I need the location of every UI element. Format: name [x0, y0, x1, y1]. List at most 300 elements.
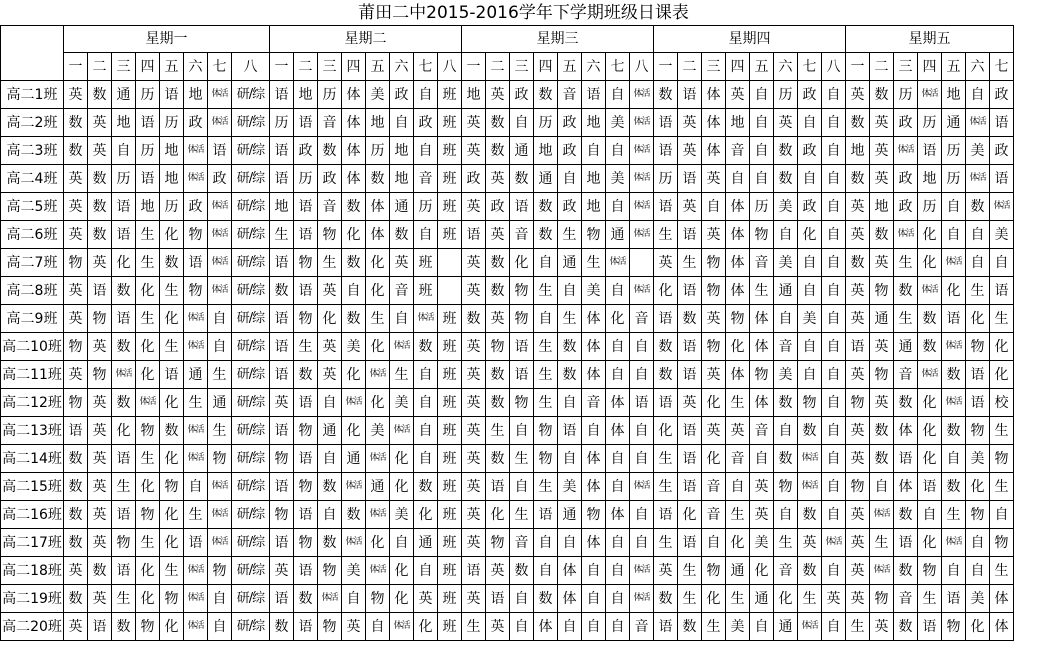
subject-cell: 自 [606, 137, 630, 165]
subject-cell: 语 [918, 613, 942, 641]
subject-cell: 生 [558, 221, 582, 249]
subject-cell: 地 [582, 109, 606, 137]
subject-cell: 英 [870, 109, 894, 137]
subject-cell: 数 [342, 501, 366, 529]
subject-cell: 化 [366, 333, 390, 361]
subject-cell: 化 [136, 473, 160, 501]
subject-cell: 体活 [366, 361, 390, 389]
class-row [1, 389, 1014, 417]
class-name: 高二9班 [1, 305, 64, 333]
subject-cell: 生 [654, 221, 678, 249]
subject-cell: 英 [462, 333, 486, 361]
subject-cell: 英 [678, 109, 702, 137]
subject-cell: 体 [702, 109, 726, 137]
subject-cell: 数 [654, 361, 678, 389]
subject-cell: 音 [630, 613, 654, 641]
subject-cell: 物 [64, 249, 88, 277]
subject-cell: 数 [88, 221, 112, 249]
subject-cell: 音 [774, 333, 798, 361]
subject-cell: 化 [918, 445, 942, 473]
subject-cell: 政 [990, 81, 1014, 109]
class-row [1, 445, 1014, 473]
subject-cell: 自 [822, 277, 846, 305]
subject-cell: 自 [822, 109, 846, 137]
subject-cell: 地 [582, 193, 606, 221]
subject-cell: 自 [966, 529, 990, 557]
subject-cell: 化 [390, 585, 414, 613]
period-header: 五 [750, 53, 774, 81]
subject-cell: 地 [294, 81, 318, 109]
subject-cell: 英 [318, 277, 342, 305]
class-name: 高二8班 [1, 277, 64, 305]
subject-cell: 数 [678, 305, 702, 333]
subject-cell: 自 [510, 417, 534, 445]
subject-cell: 自 [774, 501, 798, 529]
subject-cell: 英 [88, 501, 112, 529]
subject-cell: 物 [160, 585, 184, 613]
subject-cell: 体活 [870, 501, 894, 529]
subject-cell: 生 [990, 557, 1014, 585]
subject-cell: 班 [438, 613, 462, 641]
subject-cell: 音 [510, 221, 534, 249]
subject-cell: 物 [942, 613, 966, 641]
subject-cell: 数 [894, 613, 918, 641]
subject-cell: 物 [486, 529, 510, 557]
class-row [1, 221, 1014, 249]
subject-cell: 体 [582, 473, 606, 501]
subject-cell: 语 [112, 557, 136, 585]
class-row [1, 277, 1014, 305]
subject-cell: 化 [366, 529, 390, 557]
subject-cell: 化 [366, 389, 390, 417]
subject-cell: 历 [654, 165, 678, 193]
subject-cell: 体活 [798, 445, 822, 473]
subject-cell: 语 [112, 193, 136, 221]
subject-cell: 生 [294, 333, 318, 361]
class-row [1, 557, 1014, 585]
subject-cell: 英 [64, 277, 88, 305]
subject-cell: 体 [606, 389, 630, 417]
subject-cell: 生 [654, 529, 678, 557]
subject-cell: 自 [822, 417, 846, 445]
subject-cell: 历 [894, 81, 918, 109]
subject-cell: 化 [390, 445, 414, 473]
subject-cell: 自 [822, 249, 846, 277]
subject-cell: 班 [438, 417, 462, 445]
subject-cell: 美 [726, 613, 750, 641]
subject-cell: 英 [486, 557, 510, 585]
subject-cell: 语 [160, 81, 184, 109]
subject-cell: 体 [558, 557, 582, 585]
subject-cell: 体活 [894, 137, 918, 165]
subject-cell: 体活 [208, 193, 232, 221]
subject-cell: 体 [726, 193, 750, 221]
subject-cell: 生 [678, 557, 702, 585]
subject-cell: 生 [990, 305, 1014, 333]
subject-cell: 体活 [630, 221, 654, 249]
subject-cell: 自 [798, 249, 822, 277]
subject-cell: 自 [630, 333, 654, 361]
subject-cell: 研/综 [232, 81, 270, 109]
subject-cell: 数 [942, 473, 966, 501]
subject-cell: 体活 [966, 165, 990, 193]
subject-cell: 语 [678, 277, 702, 305]
subject-cell: 语 [184, 249, 208, 277]
class-row [1, 333, 1014, 361]
subject-cell: 地 [184, 81, 208, 109]
subject-cell: 体活 [136, 389, 160, 417]
class-name: 高二19班 [1, 585, 64, 613]
subject-cell: 政 [894, 109, 918, 137]
period-header: 三 [894, 53, 918, 81]
subject-cell: 自 [606, 361, 630, 389]
subject-cell: 英 [64, 221, 88, 249]
subject-cell: 自 [990, 249, 1014, 277]
subject-cell: 化 [414, 613, 438, 641]
subject-cell: 数 [894, 557, 918, 585]
subject-cell: 语 [160, 361, 184, 389]
subject-cell: 英 [846, 305, 870, 333]
subject-cell: 化 [510, 249, 534, 277]
subject-cell: 体活 [208, 473, 232, 501]
subject-cell: 数 [870, 445, 894, 473]
period-header: 六 [582, 53, 606, 81]
class-name: 高二3班 [1, 137, 64, 165]
subject-cell: 英 [64, 305, 88, 333]
subject-cell: 通 [208, 389, 232, 417]
period-header: 八 [630, 53, 654, 81]
subject-cell: 自 [822, 445, 846, 473]
subject-cell: 体活 [630, 137, 654, 165]
subject-cell: 化 [318, 305, 342, 333]
subject-cell: 化 [366, 277, 390, 305]
subject-cell: 体 [534, 613, 558, 641]
subject-cell: 物 [486, 333, 510, 361]
subject-cell: 音 [726, 137, 750, 165]
subject-cell: 地 [942, 81, 966, 109]
subject-cell: 语 [990, 109, 1014, 137]
period-header: 五 [160, 53, 184, 81]
subject-cell: 研/综 [232, 165, 270, 193]
subject-cell: 物 [318, 613, 342, 641]
subject-cell: 语 [678, 473, 702, 501]
subject-cell: 数 [942, 361, 966, 389]
subject-cell: 历 [942, 137, 966, 165]
subject-cell: 物 [870, 585, 894, 613]
subject-cell: 通 [558, 501, 582, 529]
subject-cell: 语 [294, 445, 318, 473]
subject-cell: 自 [414, 557, 438, 585]
subject-cell: 化 [798, 221, 822, 249]
subject-cell: 英 [64, 193, 88, 221]
subject-cell: 数 [918, 333, 942, 361]
subject-cell: 自 [510, 109, 534, 137]
subject-cell: 数 [510, 165, 534, 193]
subject-cell: 语 [462, 557, 486, 585]
subject-cell: 美 [774, 249, 798, 277]
subject-cell: 语 [270, 585, 294, 613]
period-header: 七 [208, 53, 232, 81]
subject-cell: 研/综 [232, 613, 270, 641]
subject-cell: 自 [822, 333, 846, 361]
subject-cell: 音 [702, 501, 726, 529]
subject-cell: 物 [702, 333, 726, 361]
subject-cell: 语 [294, 389, 318, 417]
subject-cell: 地 [534, 137, 558, 165]
subject-cell: 美 [342, 333, 366, 361]
subject-cell: 化 [942, 277, 966, 305]
subject-cell: 政 [414, 109, 438, 137]
subject-cell: 英 [270, 557, 294, 585]
subject-cell: 自 [606, 529, 630, 557]
class-name: 高二16班 [1, 501, 64, 529]
subject-cell: 英 [462, 389, 486, 417]
subject-cell: 体 [606, 501, 630, 529]
subject-cell: 英 [702, 221, 726, 249]
class-name: 高二17班 [1, 529, 64, 557]
subject-cell: 物 [270, 501, 294, 529]
subject-cell: 生 [184, 389, 208, 417]
subject-cell: 美 [606, 109, 630, 137]
subject-cell: 自 [822, 613, 846, 641]
subject-cell: 自 [966, 557, 990, 585]
subject-cell: 生 [318, 249, 342, 277]
subject-cell: 数 [294, 585, 318, 613]
subject-cell: 自 [870, 473, 894, 501]
subject-cell: 数 [64, 137, 88, 165]
subject-cell: 生 [678, 585, 702, 613]
subject-cell: 英 [462, 585, 486, 613]
subject-cell: 化 [654, 277, 678, 305]
class-row [1, 529, 1014, 557]
subject-cell: 研/综 [232, 557, 270, 585]
subject-cell: 语 [654, 305, 678, 333]
subject-cell: 英 [342, 613, 366, 641]
subject-cell: 自 [558, 277, 582, 305]
subject-cell: 英 [64, 361, 88, 389]
subject-cell: 自 [582, 417, 606, 445]
subject-cell: 音 [318, 109, 342, 137]
subject-cell: 美 [390, 389, 414, 417]
subject-cell: 体 [342, 81, 366, 109]
class-name: 高二15班 [1, 473, 64, 501]
class-row [1, 417, 1014, 445]
subject-cell: 语 [112, 221, 136, 249]
subject-cell: 体活 [630, 109, 654, 137]
subject-cell: 体 [366, 221, 390, 249]
subject-cell: 物 [366, 585, 390, 613]
subject-cell: 英 [462, 137, 486, 165]
subject-cell: 英 [88, 389, 112, 417]
subject-cell: 研/综 [232, 109, 270, 137]
subject-cell: 体 [582, 361, 606, 389]
subject-cell: 语 [582, 81, 606, 109]
subject-cell: 化 [160, 445, 184, 473]
subject-cell: 体 [726, 249, 750, 277]
subject-cell: 生 [136, 445, 160, 473]
subject-cell: 政 [798, 137, 822, 165]
subject-cell: 数 [88, 193, 112, 221]
subject-cell: 语 [990, 165, 1014, 193]
subject-cell: 研/综 [232, 333, 270, 361]
subject-cell: 音 [558, 81, 582, 109]
subject-cell: 数 [270, 613, 294, 641]
subject-cell: 英 [414, 585, 438, 613]
subject-cell: 物 [774, 473, 798, 501]
subject-cell: 数 [654, 585, 678, 613]
subject-cell: 生 [678, 249, 702, 277]
subject-cell: 历 [136, 137, 160, 165]
subject-cell: 自 [208, 613, 232, 641]
subject-cell: 化 [366, 249, 390, 277]
subject-cell: 生 [990, 417, 1014, 445]
subject-cell: 语 [294, 277, 318, 305]
subject-cell: 政 [184, 193, 208, 221]
subject-cell: 研/综 [232, 249, 270, 277]
subject-cell: 生 [160, 277, 184, 305]
subject-cell: 通 [390, 193, 414, 221]
subject-cell: 语 [894, 445, 918, 473]
subject-cell: 物 [870, 361, 894, 389]
subject-cell: 数 [534, 221, 558, 249]
subject-cell: 自 [606, 81, 630, 109]
subject-cell: 通 [750, 585, 774, 613]
subject-cell: 地 [160, 137, 184, 165]
subject-cell: 物 [582, 221, 606, 249]
subject-cell: 体活 [606, 249, 630, 277]
subject-cell: 数 [64, 109, 88, 137]
subject-cell: 英 [64, 613, 88, 641]
subject-cell: 物 [270, 445, 294, 473]
subject-cell: 班 [438, 221, 462, 249]
subject-cell: 英 [462, 445, 486, 473]
subject-cell: 自 [606, 193, 630, 221]
subject-cell: 生 [366, 305, 390, 333]
subject-cell: 自 [208, 585, 232, 613]
subject-cell: 英 [462, 361, 486, 389]
subject-cell: 音 [510, 529, 534, 557]
subject-cell: 生 [726, 585, 750, 613]
subject-cell: 音 [750, 417, 774, 445]
subject-cell: 英 [702, 417, 726, 445]
subject-cell: 自 [822, 501, 846, 529]
subject-cell: 班 [438, 501, 462, 529]
day-header: 星期四 [654, 26, 846, 53]
subject-cell: 自 [366, 613, 390, 641]
subject-cell: 政 [390, 81, 414, 109]
class-name: 高二2班 [1, 109, 64, 137]
subject-cell: 英 [462, 501, 486, 529]
class-name: 高二5班 [1, 193, 64, 221]
subject-cell: 研/综 [232, 361, 270, 389]
subject-cell: 数 [486, 445, 510, 473]
subject-cell: 数 [318, 529, 342, 557]
subject-cell: 体活 [112, 361, 136, 389]
period-header: 二 [294, 53, 318, 81]
subject-cell: 物 [208, 557, 232, 585]
subject-cell: 英 [870, 613, 894, 641]
subject-cell: 美 [966, 445, 990, 473]
subject-cell: 数 [798, 557, 822, 585]
subject-cell: 数 [88, 165, 112, 193]
subject-cell: 数 [318, 473, 342, 501]
subject-cell: 语 [184, 529, 208, 557]
subject-cell: 英 [870, 333, 894, 361]
subject-cell: 历 [918, 109, 942, 137]
subject-cell: 自 [318, 445, 342, 473]
subject-cell: 体 [894, 417, 918, 445]
subject-cell: 生 [534, 277, 558, 305]
subject-cell: 化 [966, 473, 990, 501]
subject-cell: 数 [774, 165, 798, 193]
subject-cell: 语 [270, 249, 294, 277]
subject-cell: 数 [390, 221, 414, 249]
subject-cell: 物 [510, 277, 534, 305]
subject-cell: 体活 [942, 333, 966, 361]
subject-cell: 通 [414, 529, 438, 557]
subject-cell: 物 [184, 277, 208, 305]
subject-cell: 化 [774, 585, 798, 613]
subject-cell: 体活 [184, 445, 208, 473]
subject-cell: 生 [136, 305, 160, 333]
subject-cell: 生 [990, 473, 1014, 501]
subject-cell: 数 [342, 193, 366, 221]
subject-cell: 班 [438, 109, 462, 137]
day-header: 星期三 [462, 26, 654, 53]
subject-cell: 体 [990, 585, 1014, 613]
subject-cell: 自 [822, 221, 846, 249]
subject-cell: 数 [942, 417, 966, 445]
subject-cell: 体活 [184, 333, 208, 361]
subject-cell: 物 [750, 361, 774, 389]
subject-cell: 班 [438, 305, 462, 333]
subject-cell: 数 [64, 445, 88, 473]
class-name: 高二18班 [1, 557, 64, 585]
subject-cell: 语 [462, 221, 486, 249]
subject-cell: 生 [136, 249, 160, 277]
class-name: 高二10班 [1, 333, 64, 361]
subject-cell: 地 [390, 165, 414, 193]
class-row [1, 501, 1014, 529]
subject-cell: 班 [438, 445, 462, 473]
period-header: 四 [342, 53, 366, 81]
subject-cell: 物 [798, 389, 822, 417]
subject-cell: 数 [534, 81, 558, 109]
subject-cell: 数 [870, 81, 894, 109]
subject-cell: 数 [774, 137, 798, 165]
subject-cell: 英 [486, 613, 510, 641]
subject-cell: 研/综 [232, 585, 270, 613]
subject-cell: 数 [342, 305, 366, 333]
subject-cell: 语 [966, 361, 990, 389]
subject-cell: 生 [534, 333, 558, 361]
subject-cell: 数 [160, 417, 184, 445]
subject-cell: 体活 [942, 529, 966, 557]
subject-cell: 自 [750, 81, 774, 109]
subject-cell: 化 [160, 389, 184, 417]
subject-cell: 研/综 [232, 417, 270, 445]
subject-cell: 英 [486, 81, 510, 109]
subject-cell: 研/综 [232, 473, 270, 501]
subject-cell: 数 [558, 361, 582, 389]
subject-cell: 化 [160, 529, 184, 557]
subject-cell: 语 [270, 417, 294, 445]
period-header: 一 [846, 53, 870, 81]
period-header: 四 [534, 53, 558, 81]
period-header: 一 [462, 53, 486, 81]
subject-cell: 自 [390, 109, 414, 137]
subject-cell: 班 [438, 361, 462, 389]
